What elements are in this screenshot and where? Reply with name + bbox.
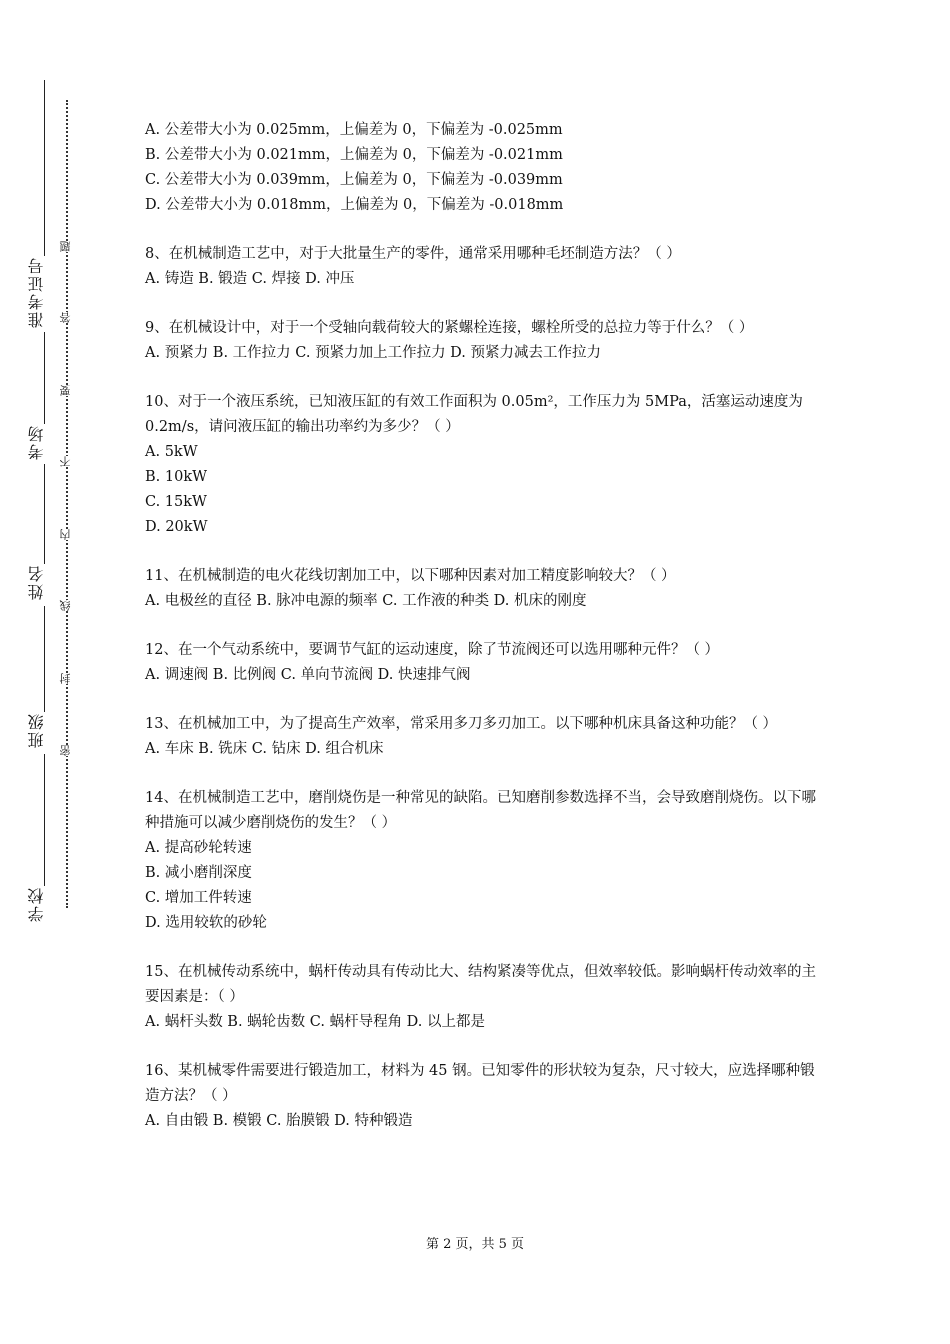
school-label: 学校	[27, 886, 46, 922]
option-line[interactable]: A. 预紧力 B. 工作拉力 C. 预紧力加上工作拉力 D. 预紧力减去工作拉力	[145, 345, 602, 361]
question-text: 8、在机械制造工艺中，对于大批量生产的零件，通常采用哪种毛坯制造方法？（ ）	[145, 246, 681, 262]
name-field[interactable]	[22, 464, 52, 600]
exam-content	[145, 118, 825, 1158]
option-line[interactable]: A. 铸造 B. 锻造 C. 焊接 D. 冲压	[145, 271, 355, 287]
question-11	[145, 564, 825, 614]
seal-dotted-line	[66, 100, 68, 908]
option-b[interactable]: B. 10kW	[145, 469, 208, 485]
seal-char: 封	[59, 673, 75, 684]
option-d[interactable]: D. 公差带大小为 0.018mm，上偏差为 0，下偏差为 -0.018mm	[145, 197, 564, 213]
question-text: 9、在机械设计中，对于一个受轴向载荷较大的紧螺栓连接，螺栓所受的总拉力等于什么？（ ）	[145, 320, 754, 336]
question-text: 14、在机械制造工艺中，磨削烧伤是一种常见的缺陷。已知磨削参数选择不当，会导致磨削烧伤。以下哪种措施可以减少磨削烧伤的发生？（ ）	[145, 790, 816, 831]
question-8	[145, 242, 825, 292]
option-line[interactable]: A. 自由锻 B. 模锻 C. 胎膜锻 D. 特种锻造	[145, 1113, 413, 1129]
seal-char: 密	[59, 745, 75, 756]
question-text: 13、在机械加工中，为了提高生产效率，常采用多刀多刃加工。以下哪种机床具备这种功能？（ ）	[145, 716, 778, 732]
name-label: 姓名	[27, 564, 46, 600]
option-b[interactable]: B. 公差带大小为 0.021mm，上偏差为 0，下偏差为 -0.021mm	[145, 147, 563, 163]
exam-number-label: 准考证号	[27, 256, 46, 328]
class-field[interactable]	[22, 606, 52, 748]
exam-room-label: 考场	[27, 424, 46, 460]
seal-char: 题	[59, 241, 75, 252]
seal-char: 线	[59, 600, 75, 611]
question-7-options	[145, 118, 825, 218]
option-c[interactable]: C. 15kW	[145, 494, 207, 510]
seal-char: 要	[59, 385, 75, 396]
option-c[interactable]: C. 增加工件转速	[145, 890, 252, 906]
question-text: 15、在机械传动系统中，蜗杆传动具有传动比大、结构紧凑等优点，但效率较低。影响蜗杆传动效率的主要因素是：（ ）	[145, 964, 816, 1005]
option-line[interactable]: A. 蜗杆头数 B. 蜗轮齿数 C. 蜗杆导程角 D. 以上都是	[145, 1014, 486, 1030]
question-15	[145, 960, 825, 1035]
school-field[interactable]	[22, 754, 52, 922]
question-9	[145, 316, 825, 366]
option-line[interactable]: A. 车床 B. 铣床 C. 钻床 D. 组合机床	[145, 741, 384, 757]
question-text: 12、在一个气动系统中，要调节气缸的运动速度，除了节流阀还可以选用哪种元件？（ ）	[145, 642, 720, 658]
exam-room-field[interactable]	[22, 332, 52, 460]
page-number: 第 2 页，共 5 页	[425, 1237, 525, 1252]
seal-char: 不	[59, 456, 75, 467]
binding-margin	[22, 80, 62, 930]
question-text: 10、对于一个液压系统，已知液压缸的有效工作面积为 0.05m²，工作压力为 5MPa，活塞运动速度为 0.2m/s，请问液压缸的输出功率约为多少？（ ）	[145, 394, 803, 435]
class-label: 班级	[27, 712, 46, 748]
option-a[interactable]: A. 提高砂轮转速	[145, 840, 252, 856]
option-a[interactable]: A. 公差带大小为 0.025mm，上偏差为 0，下偏差为 -0.025mm	[145, 122, 563, 138]
option-line[interactable]: A. 电极丝的直径 B. 脉冲电源的频率 C. 工作液的种类 D. 机床的刚度	[145, 593, 587, 609]
seal-char: 内	[59, 529, 75, 540]
question-13	[145, 712, 825, 762]
exam-number-field[interactable]	[22, 80, 52, 328]
option-d[interactable]: D. 20kW	[145, 519, 208, 535]
question-10	[145, 390, 825, 540]
question-text: 11、在机械制造的电火花线切割加工中，以下哪种因素对加工精度影响较大？（ ）	[145, 568, 676, 584]
question-14	[145, 786, 825, 936]
question-text: 16、某机械零件需要进行锻造加工，材料为 45 钢。已知零件的形状较为复杂，尺寸较大，应选择哪种锻造方法？（ ）	[145, 1063, 815, 1104]
question-12	[145, 638, 825, 688]
option-b[interactable]: B. 减小磨削深度	[145, 865, 252, 881]
option-a[interactable]: A. 5kW	[145, 444, 198, 460]
option-c[interactable]: C. 公差带大小为 0.039mm，上偏差为 0，下偏差为 -0.039mm	[145, 172, 563, 188]
option-line[interactable]: A. 调速阀 B. 比例阀 C. 单向节流阀 D. 快速排气阀	[145, 667, 471, 683]
option-d[interactable]: D. 选用较软的砂轮	[145, 915, 267, 931]
question-16	[145, 1059, 825, 1134]
seal-char: 答	[59, 312, 75, 323]
